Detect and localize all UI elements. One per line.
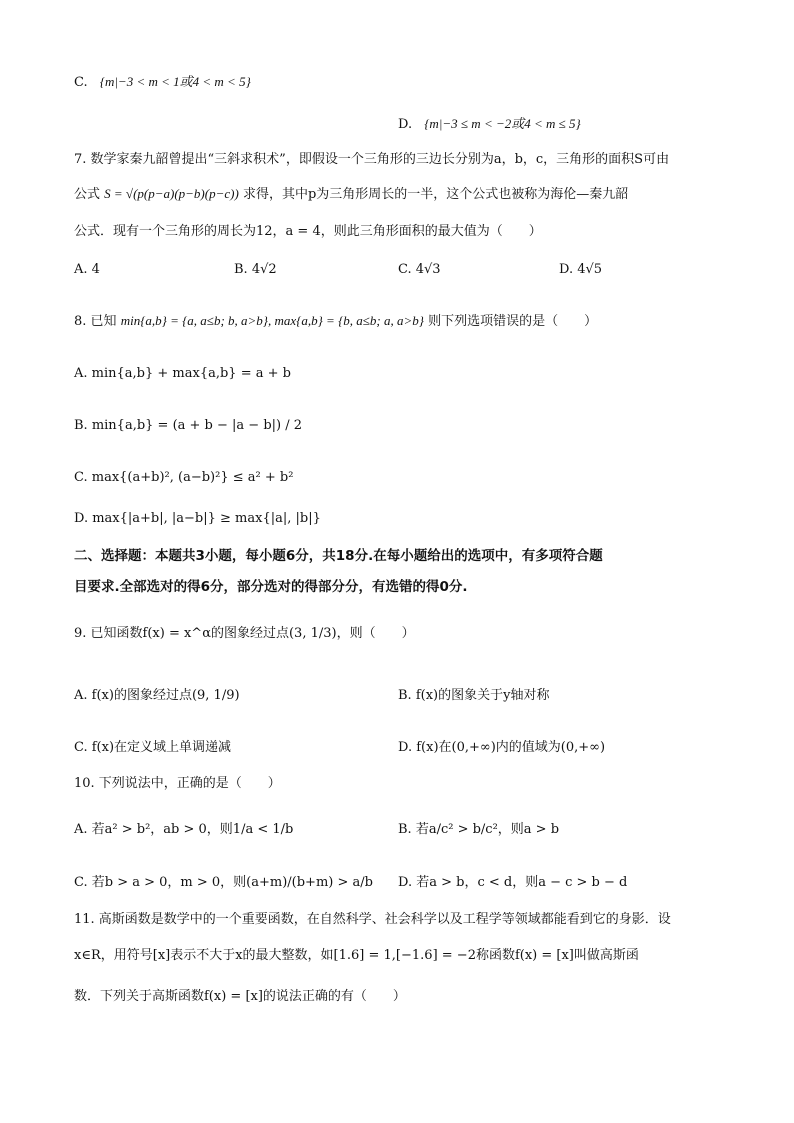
- q9-option-d: D. f(x)在(0,+∞)内的值域为(0,+∞): [398, 740, 606, 755]
- q7-stem-line2: [74, 186, 628, 203]
- q7-option-a: A. 4: [74, 262, 100, 277]
- q8-stem-prefix: 8. 已知: [74, 314, 117, 329]
- q10-option-b: B. 若a/c² > b/c²，则a > b: [398, 822, 560, 837]
- q8-option-d: D. max{|a+b|, |a−b|} ≥ max{|a|, |b|}: [74, 511, 321, 526]
- q7-formula-prefix: 公式: [74, 187, 101, 202]
- q9-option-a: A. f(x)的图象经过点(9, 1/9): [74, 688, 240, 703]
- q6-option-c: [74, 74, 251, 91]
- q7-stem-line1: 7. 数学家秦九韶曾提出“三斜求积术”，即假设一个三角形的三边长分别为a，b，c，三角形的面积S可由: [74, 152, 670, 167]
- q10-option-a: A. 若a² > b²，ab > 0，则1/a < 1/b: [74, 822, 294, 837]
- q6-option-c-content: {m|−3 < m < 1或4 < m < 5}: [99, 74, 251, 89]
- q7-stem-line3: 公式．现有一个三角形的周长为12，a = 4，则此三角形面积的最大值为（ ）: [74, 224, 542, 239]
- q6-option-d-content: {m|−3 ≤ m < −2或4 < m ≤ 5}: [424, 116, 581, 131]
- q11-stem-line3: 数．下列关于高斯函数f(x) = [x]的说法正确的有（ ）: [74, 989, 406, 1004]
- q7-option-c: C. 4√3: [398, 262, 441, 277]
- q10-option-d: D. 若a > b，c < d，则a − c > b − d: [398, 875, 628, 890]
- q10-option-c: C. 若b > a > 0，m > 0，则(a+m)/(b+m) > a/b: [74, 875, 373, 890]
- q8-option-b: B. min{a,b} = (a + b − |a − b|) / 2: [74, 418, 303, 433]
- q7-heron-formula: S = √(p(p−a)(p−b)(p−c)): [104, 186, 239, 201]
- q6-option-d-label: D.: [398, 117, 413, 132]
- q9-option-c: C. f(x)在定义域上单调递减: [74, 740, 232, 755]
- section2-heading-line2: 目要求.全部选对的得6分，部分选对的得部分分，有选错的得0分.: [74, 579, 468, 595]
- q8-stem: [74, 313, 597, 330]
- q8-option-c: C. max{(a+b)², (a−b)²} ≤ a² + b²: [74, 470, 294, 485]
- q11-stem-line1: 11. 高斯函数是数学中的一个重要函数，在自然科学、社会科学以及工程学等领域都能看到它的身影．设: [74, 912, 671, 927]
- q10-stem: 10. 下列说法中，正确的是（ ）: [74, 776, 281, 791]
- q7-option-b: B. 4√2: [234, 262, 277, 277]
- q8-stem-suffix: 则下列选项错误的是（ ）: [428, 314, 598, 329]
- section2-heading-line1: 二、选择题：本题共3小题，每小题6分，共18分.在每小题给出的选项中，有多项符合题: [74, 548, 603, 564]
- q11-stem-line2: x∈R，用符号[x]表示不大于x的最大整数，如[1.6] = 1,[−1.6] = −2称函数f(x) = [x]叫做高斯函: [74, 948, 639, 963]
- q7-formula-suffix: 求得，其中p为三角形周长的一半，这个公式也被称为海伦—秦九韶: [242, 187, 629, 202]
- q9-stem: 9. 已知函数f(x) = x^α的图象经过点(3, 1/3)，则（ ）: [74, 626, 415, 641]
- q6-option-d: [398, 116, 581, 133]
- q7-option-d: D. 4√5: [559, 262, 603, 277]
- q6-option-c-label: C.: [74, 75, 88, 90]
- q8-option-a: A. min{a,b} + max{a,b} = a + b: [74, 366, 291, 381]
- q9-option-b: B. f(x)的图象关于y轴对称: [398, 688, 550, 703]
- q8-min-max-definition: min{a,b} = {a, a≤b; b, a>b}, max{a,b} = {b, a≤b; a, a>b}: [120, 313, 424, 328]
